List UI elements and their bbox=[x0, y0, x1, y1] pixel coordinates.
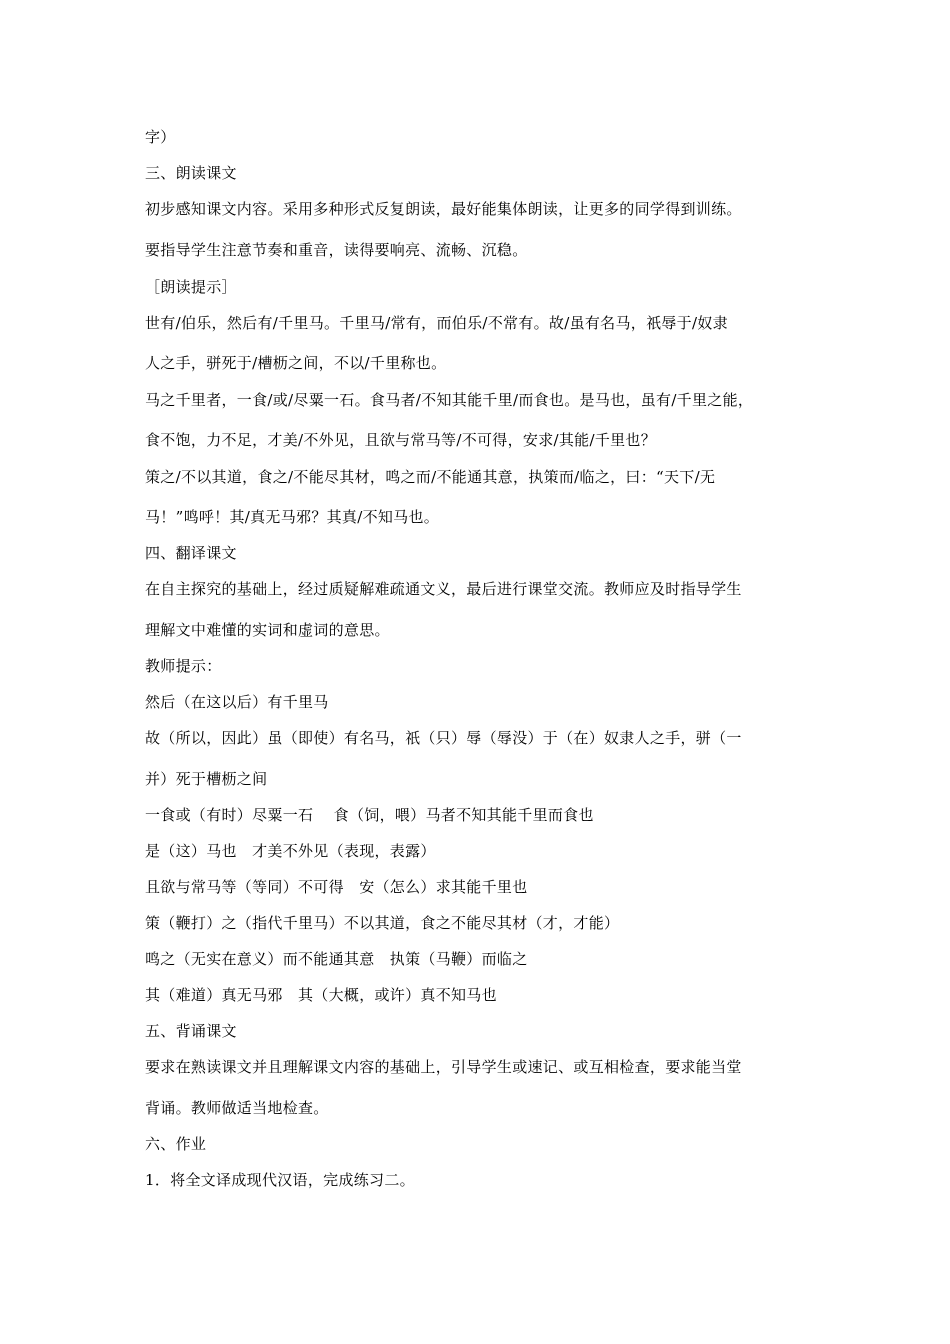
text-line: 是（这）马也 才美不外见（表现，表露） bbox=[145, 842, 436, 860]
text-line: 然后（在这以后）有千里马 bbox=[145, 693, 329, 711]
text-line: 并）死于槽枥之间 bbox=[145, 770, 268, 788]
text-line: 马之千里者，一食/或/尽粟一石。食马者/不知其能千里/而食也。是马也，虽有/千里之能， bbox=[145, 391, 754, 409]
text-line: 人之手，骈死于/槽枥之间，不以/千里称也。 bbox=[145, 354, 447, 372]
text-line: 要指导学生注意节奏和重音，读得要响亮、流畅、沉稳。 bbox=[145, 241, 528, 259]
section-heading-translation: 四、翻译课文 bbox=[145, 544, 237, 562]
reading-tips-label: ［朗读提示］ bbox=[145, 278, 237, 296]
text-line: 背诵。教师做适当地检查。 bbox=[145, 1099, 329, 1117]
text-line: 要求在熟读课文并且理解课文内容的基础上，引导学生或速记、或互相检查，要求能当堂 bbox=[145, 1058, 742, 1076]
text-line: 初步感知课文内容。采用多种形式反复朗读，最好能集体朗读，让更多的同学得到训练。 bbox=[145, 200, 742, 218]
teacher-tips-label: 教师提示： bbox=[145, 657, 222, 675]
text-line: 其（难道）真无马邪 其（大概，或许）真不知马也 bbox=[145, 986, 497, 1004]
text-line: 策（鞭打）之（指代千里马）不以其道，食之不能尽其材（才，才能） bbox=[145, 914, 620, 932]
text-line: 食不饱，力不足，才美/不外见，且欲与常马等/不可得，安求/其能/千里也？ bbox=[145, 431, 657, 449]
section-heading-homework: 六、作业 bbox=[145, 1135, 207, 1153]
text-line: 理解文中难懂的实词和虚词的意思。 bbox=[145, 621, 390, 639]
text-line: 在自主探究的基础上，经过质疑解难疏通文义，最后进行课堂交流。教师应及时指导学生 bbox=[145, 580, 742, 598]
text-line: 策之/不以其道，食之/不能尽其材，鸣之而/不能通其意，执策而/临之，曰：“天下/无 bbox=[145, 468, 716, 486]
text-line: 世有/伯乐，然后有/千里马。千里马/常有，而伯乐/不常有。故/虽有名马，祇辱于/奴隶 bbox=[145, 314, 728, 332]
text-line: 马！”鸣呼！其/真无马邪？其真/不知马也。 bbox=[145, 508, 440, 526]
homework-item-1: 1．将全文译成现代汉语，完成练习二。 bbox=[145, 1171, 415, 1189]
text-line: 一食或（有时）尽粟一石 食（饲，喂）马者不知其能千里而食也 bbox=[145, 806, 594, 824]
text-line: 且欲与常马等（等同）不可得 安（怎么）求其能千里也 bbox=[145, 878, 528, 896]
section-heading-reading: 三、朗读课文 bbox=[145, 164, 237, 182]
section-heading-recitation: 五、背诵课文 bbox=[145, 1022, 237, 1040]
text-line: 故（所以，因此）虽（即使）有名马，祇（只）辱（辱没）于（在）奴隶人之手，骈（一 bbox=[145, 729, 742, 747]
text-line: 字） bbox=[145, 128, 176, 146]
text-line: 鸣之（无实在意义）而不能通其意 执策（马鞭）而临之 bbox=[145, 950, 528, 968]
